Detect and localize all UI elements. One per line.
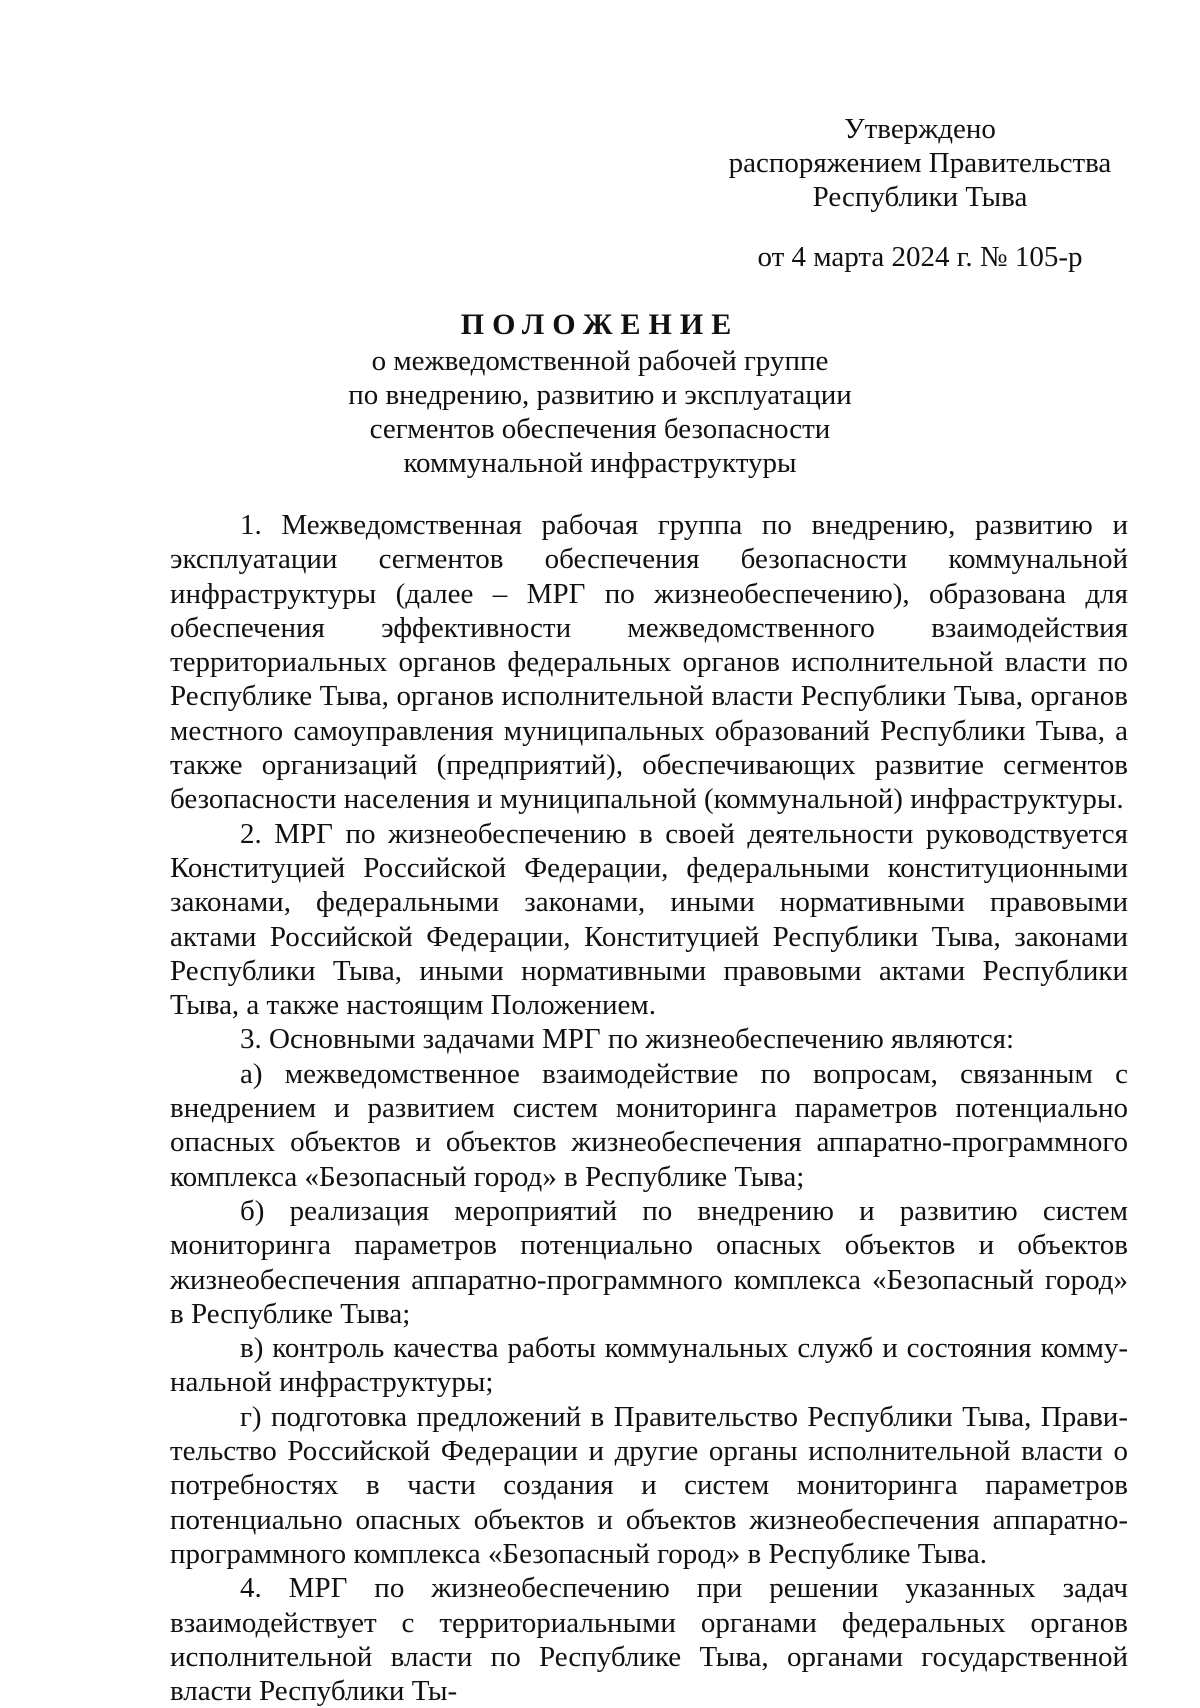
- approval-line-republic: Республики Тыва: [812, 181, 1028, 213]
- document-subtitle-line-3: сегментов обеспечения безопасности: [369, 413, 831, 445]
- paragraph-3: 3. Основными задачами МРГ по жизнеобеспечению являются:: [240, 1023, 1015, 1056]
- approval-stamp: [700, 112, 1140, 274]
- paragraph-2: 2. МРГ по жизнеобеспечению в своей деятельности руководствуется Конституцией Российской Федерации, федеральными конституционными законами, федеральными законами, иными нормативными правовыми актами Российской Федерации, Конституцией Республики Тыва, законами Республики Тыва, иными нормативными правовыми актами Республики Тыва, а также настоящим Положением.: [170, 817, 1128, 1022]
- paragraph-3b: б) реализация мероприятий по внедрению и развитию систем мониторинга параметров потенциально опасных объектов и объектов жизнеобеспечения аппаратно-программного комплекса «Безопасный город» в Республике Тыва;: [170, 1194, 1128, 1330]
- approval-line-approved: Утверждено: [844, 113, 996, 145]
- paragraph-3g: г) подготовка предложений в Правительство Республики Тыва, Правительство Российской Федерации и другие органы исполнительной власти о потребностях в части создания и систем мониторинга параметров потенциально опасных объектов и объектов жизнеобеспечения аппаратно-программного комплекса «Безопасный город» в Республике Тыва.: [170, 1400, 1128, 1570]
- approval-line-decree: распоряжением Правительства: [728, 147, 1112, 179]
- paragraph-3a: а) межведомственное взаимодействие по вопросам, связанным с внедрением и развитием систем мониторинга параметров потенциально опасных объектов и объектов жизнеобеспечения аппаратно-программного комплекса «Безопасный город» в Республике Тыва;: [170, 1057, 1128, 1193]
- paragraph-4: 4. МРГ по жизнеобеспечению при решении указанных задач взаимодействует с территориальными органами федеральных органов исполнительной власти по Республике Тыва, органами государственной власти Республики Ты-: [170, 1572, 1128, 1708]
- document-title: ПОЛОЖЕНИЕ: [460, 308, 740, 341]
- document-subtitle-line-4: коммунальной инфраструктуры: [403, 447, 797, 479]
- approval-date: от 4 марта 2024 г. № 105-р: [757, 241, 1083, 273]
- paragraph-1: 1. Межведомственная рабочая группа по внедрению, развитию и эксплуатации сегментов обеспечения безопасности коммунальной инфраструктуры (далее – МРГ по жизнеобеспечению), образована для обеспечения эффективности межведомственного взаимодействия территориальных органов федеральных органов исполнительной власти по Республике Тыва, органов исполнительной власти Республики Тыва, органов местного самоуправления муниципальных образований Республики Тыва, а также организаций (предприятий), обеспечивающих развитие сегментов безопасности населения и муниципальной (коммунальной) инфраструктуры.: [170, 509, 1128, 816]
- document-subtitle-line-1: о межведомственной рабочей группе: [371, 345, 829, 377]
- document-heading: [300, 308, 900, 480]
- document-subtitle-line-2: по внедрению, развитию и эксплуатации: [348, 379, 852, 411]
- paragraph-3v: в) контроль качества работы коммунальных служб и состояния коммунальной инфраструктуры;: [170, 1332, 1128, 1399]
- document-body: [170, 508, 1128, 1708]
